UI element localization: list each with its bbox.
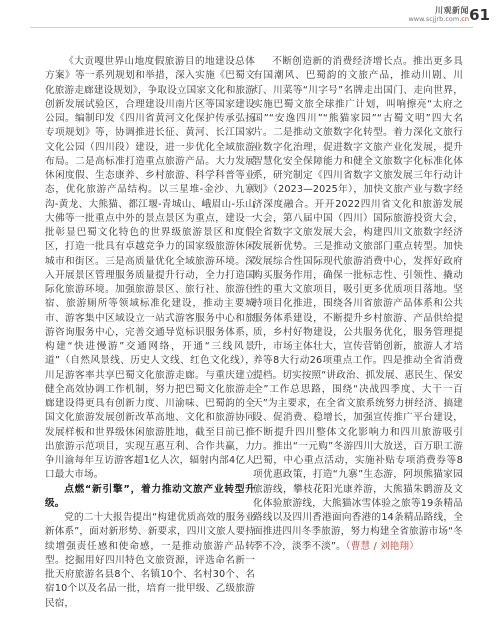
masthead: 川观新闻 — [435, 6, 469, 15]
section-heading: 点燃“新引擎”，着力推动文旅产业转型升级。 — [45, 483, 255, 509]
paragraph: 党的二十大报告提出“构建优质高效的服务业新体系”，面对新形势、新要求，四川文旅人要持续增强责任感和使命感，一是推动旅游产品转型。挖掘用好四川特色文旅资源，评选命名新一批天府旅游名县8个、名镇10个、名村30个、名宿10个以及名品一批，培育一批甲级、乙级旅游民宿， — [45, 512, 255, 609]
header-divider — [30, 27, 473, 28]
paragraph: 《大贡嘎世界山地度假旅游目的地建设总体方案》等一系列规划和举措，深入实施《巴蜀文化旅游走廊建设规划》，争取设立国家文化和旅游创新发展试验区，合理建设川南片区等国家建设公园。编制印发《四川省黄河文化保护传承弘扬专项规划》等，协调推进长征、黄河、长江国家文化公园（四川段）建设，进一步优化全域旅游布局。二是高标准打造重点旅游产品。大力发展休闲度假、生态康养、乡村旅游、科学科普等业态，优化旅游产品结构。以三星堆-金沙、九寨沟-黄龙、大熊猫、都江堰-青城山、峨眉山-乐山大佛等一批重点中外的景点景区为重点，建设一批彰显巴蜀文化特色的世界级旅游景区和度假区，打造一批具有卓越竞争力的国家级旅游休闲城市和街区。三是高质量优化全域旅游环境。深入开展景区管理服务质量提升行动，全力打造国际化旅游环境。加强旅游景区、旅行社、旅游住宿、旅游厕所等领域标准化建设，推动主要城市、游客集中区域设立一站式游客服务中心和旅游咨询服务中心，完善交通导览标识服务体系，构建“快进慢游”交通网络，开通“三线风景道”（自然风景线、历史人文线、红色文化线），川足游客率共享巴蜀文化旅游走廊。与重庆建立健全高效协调工作机制，努力把巴蜀文化旅游走廊建设得更具有创新力度、川渝味、巴蜀韵的全国文化旅游发展创新改革高地、文化和旅游协同发展样板和世界级休闲旅游胜地，截至目前已推出旅游示范项目，实现互惠互利、合作共赢，力争川渝每年互访游客超1亿人次，辐射内部4亿人口最大市场。 — [45, 56, 255, 481]
article-column-right — [253, 55, 463, 554]
article-column-left — [45, 55, 255, 611]
url-prefix: www.scjjrb.com — [408, 15, 460, 23]
page-number: 61 — [469, 6, 490, 24]
page-header — [408, 6, 469, 23]
paragraph-text: 不断创造新的消费经济增长点。推出更多具有国潮风、巴蜀韵的文旅产品，推动川剧、川灯、川菜等“川字号”名牌走出国门、走向世界，实施巴蜀文旅全球推广计划，叫响擦亮“太府之国”“安逸四川”“熊猫家园”“古蜀文明”四大名片。二是推动文旅数字化转型。着力深化文旅行业数字化治理，促进数字文旅产业化发展，提升智慧化安全保障能力和健全文旅数字化标准化体系，研究制定《四川省数字文旅发展三年行动计划》（2023—2025年），加快文旅产业与数字经济深度融合。开开2022四川省文化和旅游发展大会，第八届中国（四川）国际旅游投资大会，全省数字文旅发展大会，构建四川文旅数字经济发展新优势。三是推动文旅部门重点转型。加快发展综合性国际现代旅游消费中心，发挥好政府购买服务作用，确保一批标志性、引领性、撬动性的重大文旅项目，吸引更多优质项目落地。坚持项目化推进，围绕各川省旅游产品体系和公共服务体系建设，不断提升乡村旅游、产品供给提质，乡村好物建设，公共服务优化，服务管理提升，市场主体壮大，宣传营销创新，旅游人才培养等8大行动26项重点工作。四是推动全省消费提档。切实按照“讲政治、抓发展、惠民生、保安全”工作总思路，围绕“决战四季度、大干一百天”为主要求，在全省文旅系统努力拼经济、搞建设、促消费、稳增长，加强宣传推广平台建设，不断提升四川整体文化影响力和四川旅游吸引力。推出“一元购”冬游四川大放送，百万职工游巴蜀，中心重点活动，实施补贴专项消费券等8项优惠政策，打造“九寨”生态游，阿坝熊猫家园旅游线，攀枝花阳光康养游，大熊猫朱鹮游及文化体验旅游线，大熊猫冰雪体验之旅等19条精品路线以及四川香港面向香港的14条精品路线，全面推进四川冬季旅游，努力构建全省旅游市场“冬季不冷，淡季不淡”。 — [253, 56, 463, 552]
site-url — [408, 15, 469, 23]
paragraph — [253, 55, 463, 554]
url-suffix: .cn — [459, 15, 469, 23]
author-credit: （曹慧 / 刘艳翔） — [345, 540, 420, 552]
